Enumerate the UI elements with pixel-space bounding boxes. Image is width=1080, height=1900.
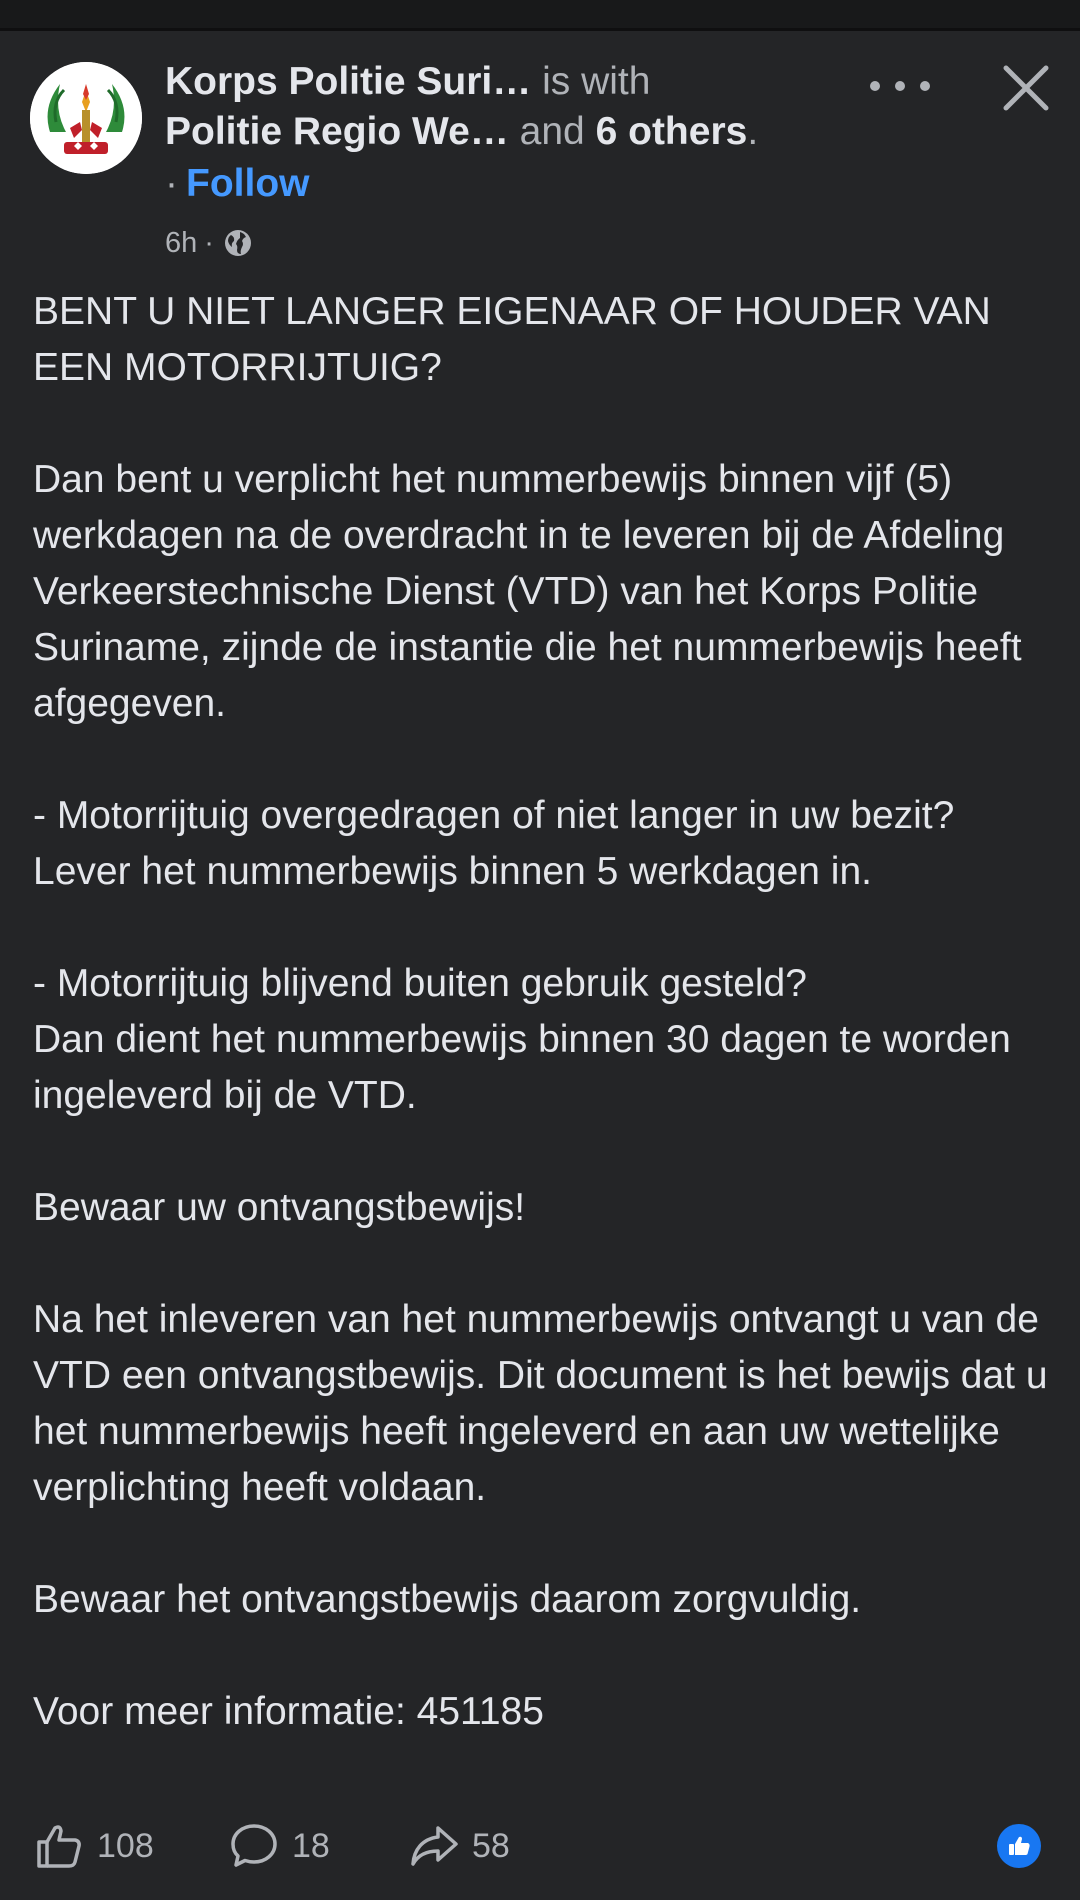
post-paragraph: - Motorrijtuig overgedragen of niet langer in uw bezit? Lever het nummerbewijs binnen 5 werkdagen in. (33, 794, 955, 893)
header-line-1 (165, 58, 650, 106)
more-dot (895, 81, 905, 91)
police-emblem-icon (30, 62, 142, 174)
period-text: . (747, 110, 759, 153)
post-paragraph: Bewaar uw ontvangstbewijs! (33, 1186, 526, 1229)
post-paragraph: Dan bent u verplicht het nummerbewijs binnen vijf (5) werkdagen na de overdracht in te leveren bij de Afdeling Verkeerstechnische Dienst (VTD) van het Korps Politie Suriname, zijnde de instantie die het nummerbewijs heeft afgegeven. (33, 458, 1022, 725)
page-name-link[interactable]: Korps Politie Suri… (165, 60, 532, 103)
more-dot (920, 81, 930, 91)
reaction-like-badge-icon[interactable] (997, 1824, 1041, 1868)
post-paragraph: Na het inleveren van het nummerbewijs ontvangt u van de VTD een ontvangstbewijs. Dit document is het bewijs dat u het nummerbewijs heeft ingeleverd en aan uw wettelijke verplichting heeft voldaan. (33, 1298, 1048, 1509)
post-time[interactable]: 6h (165, 226, 198, 259)
comment-icon (228, 1820, 280, 1872)
comment-button[interactable] (228, 1818, 330, 1874)
post-line: Dan dient het nummerbewijs binnen 30 dagen te worden ingeleverd bij de VTD. (33, 1018, 1011, 1117)
header-line-3 (165, 160, 309, 208)
header-line-2 (165, 108, 758, 156)
share-arrow-icon (408, 1820, 460, 1872)
more-dot (870, 81, 880, 91)
is-with-text: is with (542, 60, 651, 103)
tagged-page-link[interactable]: Politie Regio We… (165, 110, 509, 153)
more-options-icon[interactable] (870, 74, 930, 98)
share-count: 58 (472, 1826, 510, 1865)
like-count: 108 (97, 1826, 154, 1865)
comment-count: 18 (292, 1826, 330, 1865)
post-paragraph (33, 956, 1053, 1124)
and-text: and (519, 110, 585, 153)
top-status-strip (0, 0, 1080, 31)
close-icon[interactable] (1000, 62, 1052, 114)
post-meta (165, 226, 253, 260)
others-link[interactable]: 6 others (595, 110, 748, 153)
thumbs-up-icon (1006, 1833, 1032, 1859)
action-bar (0, 1818, 1080, 1874)
post-text (33, 284, 1053, 1740)
globe-icon[interactable] (223, 228, 253, 258)
like-button[interactable] (33, 1818, 154, 1874)
share-button[interactable] (408, 1818, 510, 1874)
post-paragraph: Bewaar het ontvangstbewijs daarom zorgvuldig. (33, 1578, 862, 1621)
follow-dot: · (165, 162, 178, 205)
page-avatar[interactable] (30, 62, 142, 174)
post-line: - Motorrijtuig blijvend buiten gebruik gesteld? (33, 962, 807, 1005)
post-paragraph: Voor meer informatie: 451185 (33, 1690, 544, 1733)
follow-button[interactable]: Follow (186, 162, 310, 205)
post-paragraph: BENT U NIET LANGER EIGENAAR OF HOUDER VAN EEN MOTORRIJTUIG? (33, 290, 991, 389)
thumbs-up-icon (33, 1820, 85, 1872)
meta-dot: · (204, 226, 214, 259)
